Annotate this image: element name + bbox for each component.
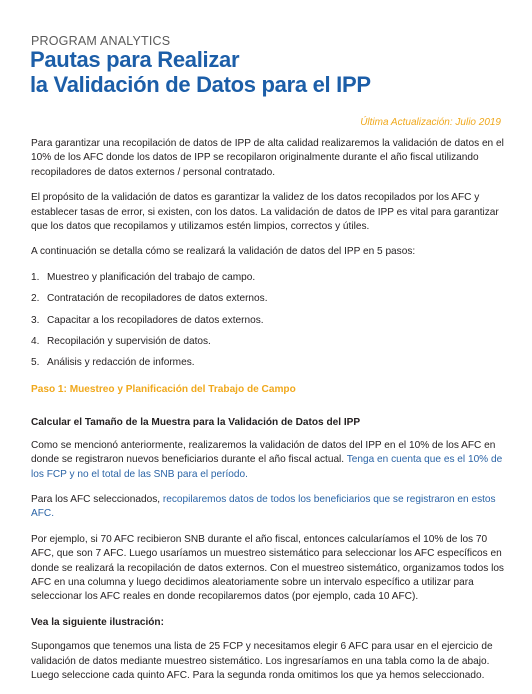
list-item: 2. Contratación de recopiladores de datos externos. [31,293,268,305]
highlight-note: Tenga en cuenta que es el 10% de los FCP y no el total de las SNB para el período. [31,454,503,480]
intro-paragraph-3: A continuación se detalla cómo se realizará la validación de datos del IPP en 5 pasos: [31,246,416,258]
step-1-heading: Paso 1: Muestreo y Planificación del Trabajo de Campo [31,383,296,395]
intro-paragraph-2: El propósito de la validación de datos es garantizar la validez de los datos recopilados por los AFC y establecer tasas de error, si existen, con los datos. La validación de datos de IPP es vital para garantizar que los datos que recopilamos y utilizamos estén limpios, correctos y útiles. [31,192,499,233]
last-updated: Última Actualización: Julio 2019 [360,117,501,128]
step-1-paragraph-3: Por ejemplo, si 70 AFC recibieron SNB durante el año fiscal, entonces calcularíamos el 10% de los 70 AFC, que son 7 AFC. Luego usaríamos un muestreo sistemático para seleccionar los AFC específicos en donde se realizará la recopilación de datos externos. Con el muestreo sistemático, organizamos todos los AFC en una columna y luego decidimos aleatoriamente sobre un intervalo específico a utilizar para seleccionar los AFC reales en donde recopilaremos datos (por ejemplo, cada 10 AFC). [31,533,504,603]
intro-paragraph-1: Para garantizar una recopilación de datos de IPP de alta calidad realizaremos la validación de datos en el 10% de los AFC donde los datos de IPP se recopilaron originalmente durante el año fiscal utilizando recopiladores de datos externos / personal contratado. [31,138,504,178]
step-1-paragraph-2: Para los AFC seleccionados, recopilaremos datos de todos los beneficiarios que se registraron en estos AFC. [31,493,496,520]
illustration-label: Vea la siguiente ilustración: [31,616,164,628]
title-line-2: la Validación de Datos para el IPP [30,72,371,97]
list-item: 3. Capacitar a los recopiladores de datos externos. [31,314,264,326]
sample-size-heading: Calcular el Tamaño de la Muestra para la Validación de Datos del IPP [31,417,361,429]
page-title [30,47,371,97]
program-label: PROGRAM ANALYTICS [31,34,171,48]
document-body [31,137,506,694]
list-item: 1. Muestreo y planificación del trabajo de campo. [31,271,256,283]
highlight-note: recopilaremos datos de todos los beneficiarios que se registraron en estos AFC. [31,493,496,520]
list-item: 4. Recopilación y supervisión de datos. [31,336,211,348]
step-1-paragraph-4: Supongamos que tenemos una lista de 25 FCP y necesitamos elegir 6 AFC para usar en el ejercicio de validación de datos mediante muestreo sistemático. Los ingresaríamos en una tabla como la de abajo. Luego seleccione cada quinto AFC. Para la segunda ronda omitimos los que ya hemos seleccionado. [31,641,493,681]
step-1-paragraph-1: Como se mencionó anteriormente, realizaremos la validación de datos del IPP en el 10% de los AFC en donde se registraron nuevos beneficiarios durante el año fiscal actual. Tenga en cuenta que es el 10% de los FCP y no el total de las SNB para el período. [31,439,503,480]
title-line-1: Pautas para Realizar [30,47,240,72]
list-item: 5. Análisis y redacción de informes. [31,357,195,369]
steps-list [31,271,506,371]
